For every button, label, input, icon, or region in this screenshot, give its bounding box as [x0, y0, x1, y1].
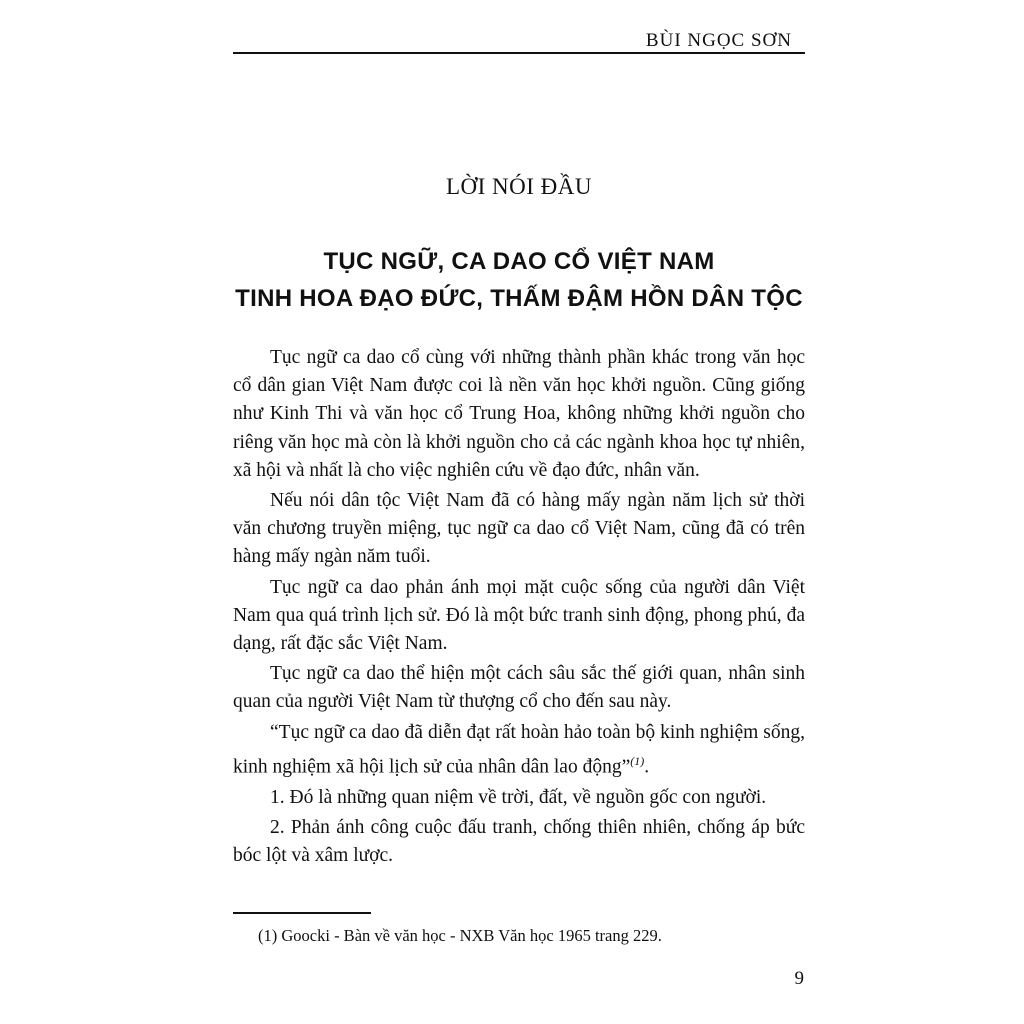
- header-rule: [233, 52, 805, 54]
- main-title-line-2: TINH HOA ĐẠO ĐỨC, THẤM ĐẬM HỒN DÂN TỘC: [235, 285, 803, 312]
- paragraph-3: Tục ngữ ca dao phản ánh mọi mặt cuộc sống của người dân Việt Nam qua quá trình lịch sử. Đó là một bức tranh sinh động, phong phú, đa dạng, rất đặc sắc Việt Nam.: [233, 576, 805, 655]
- paragraph-5: “Tục ngữ ca dao đã diễn đạt rất hoàn hảo toàn bộ kinh nghiệm sống, kinh nghiệm xã hội lịch sử của nhân dân lao động”$^{(1)}$.: [233, 721, 805, 778]
- running-header-author: BÙI NGỌC SƠN: [645, 30, 792, 51]
- quote-text: “Tục ngữ ca dao đã diễn đạt rất hoàn hảo toàn bộ kinh nghiệm sống, kinh nghiệm xã hội lịch sử của nhân dân lao động”: [233, 721, 805, 778]
- footnote: (1) Goocki - Bàn về văn học - NXB Văn học 1965 trang 229.: [258, 926, 662, 945]
- main-title-line-1: TỤC NGỮ, CA DAO CỔ VIỆT NAM: [323, 248, 715, 275]
- paragraph-4: Tục ngữ ca dao thể hiện một cách sâu sắc thế giới quan, nhân sinh quan của người Việt Nam từ thượng cổ cho đến sau này.: [233, 663, 805, 713]
- paragraph-7: 2. Phản ánh công cuộc đấu tranh, chống thiên nhiên, chống áp bức bóc lột và xâm lược.: [233, 816, 805, 866]
- footnote-marker: (1): [630, 753, 645, 768]
- paragraph-1: Tục ngữ ca dao cổ cùng với những thành phần khác trong văn học cổ dân gian Việt Nam được coi là nền văn học khởi nguồn. Cũng giống như Kinh Thi và văn học cổ Trung Hoa, không những khởi nguồn cho riêng văn học mà còn là khởi nguồn cho cả các ngành khoa học tự nhiên, xã hội và nhất là cho việc nghiên cứu về đạo đức, nhân văn.: [233, 347, 805, 481]
- body-text: [233, 344, 805, 872]
- section-title: LỜI NÓI ĐẦU: [445, 174, 593, 199]
- paragraph-6: 1. Đó là những quan niệm về trời, đất, về nguồn gốc con người.: [270, 786, 767, 808]
- page-number: 9: [794, 968, 804, 989]
- footnote-rule: [233, 912, 371, 914]
- paragraph-2: Nếu nói dân tộc Việt Nam đã có hàng mấy ngàn năm lịch sử thời văn chương truyền miệng, tục ngữ ca dao cổ Việt Nam, cũng đã có trên hàng mấy ngàn năm tuổi.: [233, 490, 805, 568]
